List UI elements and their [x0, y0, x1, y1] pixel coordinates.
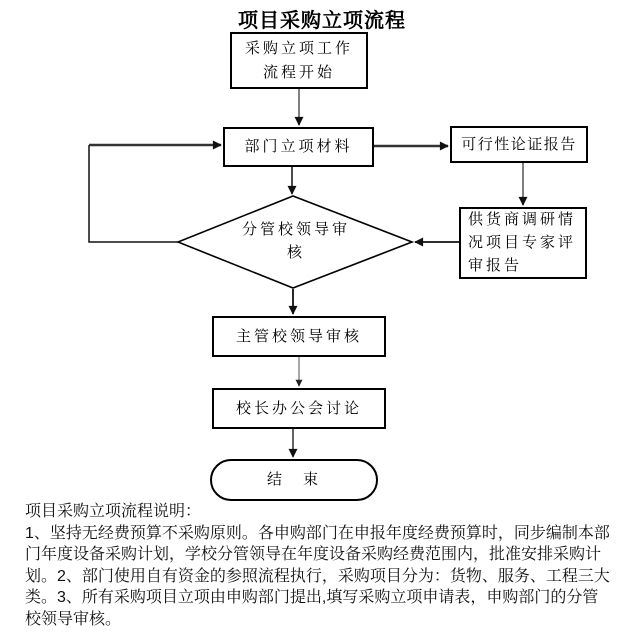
decision-line1: 分管校领导审 — [241, 222, 350, 238]
end-node-label: 结 束 — [266, 472, 321, 488]
start-node-line2: 流程开始 — [262, 64, 335, 81]
leader-review-node — [212, 316, 386, 357]
notes — [25, 501, 613, 630]
feasibility-report-label: 可行性论证报告 — [461, 136, 577, 153]
notes-line: 门年度设备采购计划，学校分管领导在年度设备采购经费范围内，批准安排采购计 — [25, 546, 602, 563]
start-node — [230, 32, 368, 89]
office-meeting-node — [212, 388, 386, 429]
supplier-review-line3: 审报告 — [468, 257, 523, 274]
notes-line: 类。3、所有采购项目立项由申购部门提出,填写采购立项申请表，申购部门的分管 — [25, 589, 599, 606]
decision-line2: 核 — [286, 245, 305, 261]
connector-decision-loop — [89, 145, 178, 242]
supplier-review-line2: 况项目专家评 — [468, 234, 577, 251]
dept-materials-label: 部门立项材料 — [244, 139, 353, 155]
start-node-line1: 采购立项工作 — [244, 40, 353, 57]
decision-node-label — [216, 219, 376, 265]
office-meeting-label: 校长办公会讨论 — [235, 400, 362, 417]
notes-line: 项目采购立项流程说明： — [25, 503, 202, 520]
end-node — [210, 459, 378, 501]
supplier-review-line1: 供货商调研情 — [468, 211, 577, 228]
notes-line: 1、坚持无经费预算不采购原则。各申购部门在申报年度经费预算时，同步编制本部 — [25, 524, 610, 542]
supplier-review-node — [459, 207, 587, 279]
notes-line: 划。2、部门使用自有资金的参照流程执行，采购项目分为：货物、服务、工程三大 — [25, 567, 610, 585]
notes-line: 校领导审核。 — [25, 610, 122, 628]
dept-materials-node — [223, 127, 374, 167]
flow-title: 项目采购立项流程 — [238, 10, 406, 32]
feasibility-report-node — [450, 126, 588, 163]
leader-review-label: 主管校领导审核 — [235, 328, 362, 345]
